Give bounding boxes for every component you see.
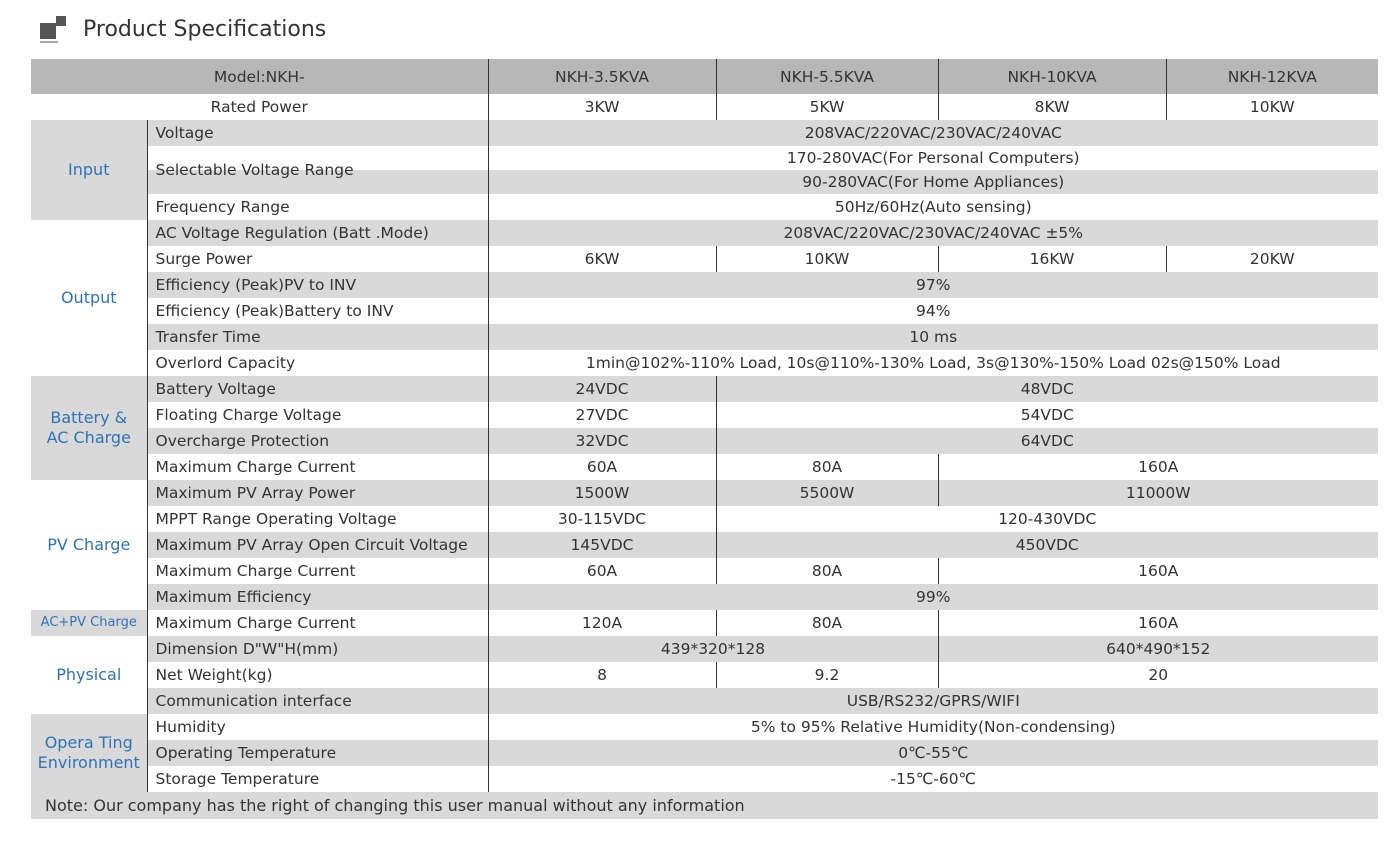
param-value: 11000W [938,480,1378,506]
eff-batt-row [31,298,1378,324]
page-heading [40,14,326,44]
param-value: 80A [716,454,938,480]
pv-max-current-row [31,558,1378,584]
rated-power-value: 8KW [938,94,1166,120]
param-label: Voltage [147,120,488,146]
param-label: Frequency Range [147,194,488,220]
param-value: 5% to 95% Relative Humidity(Non-condensing) [750,718,1116,736]
param-value: 64VDC [716,428,1378,454]
param-value: 640*490*152 [938,636,1378,662]
param-label: Net Weight(kg) [147,662,488,688]
ac-regulation-row [31,220,1378,246]
floating-row [31,402,1378,428]
param-label: Dimension D"W"H(mm) [147,636,488,662]
param-label: MPPT Range Operating Voltage [147,506,488,532]
param-value: 208VAC/220VAC/230VAC/240VAC ±5% [488,220,1378,246]
param-value: 120-430VDC [716,506,1378,532]
param-label: Efficiency (Peak)Battery to INV [147,298,488,324]
category-line: Battery & [50,408,128,427]
eff-pv-row [31,272,1378,298]
param-value: 48VDC [716,376,1378,402]
battery-voltage-row [31,376,1378,402]
param-value: 9.2 [716,662,938,688]
model-col-3: NKH-10KVA [938,59,1166,94]
category-line: AC Charge [46,428,131,447]
param-value: 99% [488,584,1378,610]
category-acpv: AC+PV Charge [31,610,147,636]
param-value: USB/RS232/GPRS/WIFI [488,688,1378,714]
category-output: Output [31,220,147,376]
param-label: Surge Power [147,246,488,272]
param-value: 32VDC [488,428,716,454]
param-value: 20KW [1166,246,1378,272]
rated-power-value: 3KW [584,98,620,116]
page-title: Product Specifications [83,16,327,42]
storage-temp-row [31,766,1378,792]
param-value: 1500W [488,480,716,506]
overload-row [31,350,1378,376]
param-label: Maximum Charge Current [147,610,488,636]
param-value: 160A [938,610,1378,636]
param-value: 24VDC [488,376,716,402]
param-value: 94% [916,302,951,320]
param-label: Overcharge Protection [147,428,488,454]
param-value: 10 ms [488,324,1378,350]
category-input: Input [31,120,147,220]
category-line: Opera Ting [44,733,133,752]
pv-array-power-row [31,480,1378,506]
param-value: 10KW [716,246,938,272]
batt-max-current-row [31,454,1378,480]
selectable-range-row [31,146,1378,170]
param-label: Maximum Charge Current [147,454,488,480]
note-text: Note: Our company has the right of changing this user manual without any information [31,792,1378,819]
weight-row [31,662,1378,688]
spec-table [31,59,1378,819]
param-value: 160A [938,558,1378,584]
rated-power-label: Rated Power [31,94,488,120]
param-value: 97% [488,272,1378,298]
param-value: 439*320*128 [488,636,938,662]
overcharge-row [31,428,1378,454]
mppt-row [31,506,1378,532]
max-efficiency-row [31,584,1378,610]
param-label: Storage Temperature [147,766,488,792]
param-value: 90-280VAC(For Home Appliances) [488,170,1378,194]
param-value: 8 [597,666,607,684]
param-label: AC Voltage Regulation (Batt .Mode) [147,220,488,246]
model-label: Model:NKH- [31,59,488,94]
param-value: 30-115VDC [557,510,647,528]
param-value: 208VAC/220VAC/230VAC/240VAC [488,120,1378,146]
input-voltage-row [31,120,1378,146]
param-label: Floating Charge Voltage [147,402,488,428]
param-label: Maximum PV Array Power [147,480,488,506]
param-label: Efficiency (Peak)PV to INV [147,272,488,298]
param-value: 120A [581,614,623,632]
param-value: 5500W [716,480,938,506]
dimension-row [31,636,1378,662]
param-value: 160A [938,454,1378,480]
op-temp-row [31,740,1378,766]
param-label: Battery Voltage [147,376,488,402]
open-circuit-row [31,532,1378,558]
param-value: 170-280VAC(For Personal Computers) [786,149,1080,167]
param-label: Maximum PV Array Open Circuit Voltage [147,532,488,558]
param-value: 50Hz/60Hz(Auto sensing) [834,198,1032,216]
param-label: Humidity [147,714,488,740]
category-pv: PV Charge [31,480,147,610]
param-value: 60A [586,562,618,580]
param-value: 27VDC [575,406,629,424]
param-label: Selectable Voltage Range [147,146,488,194]
param-value: 16KW [938,246,1166,272]
param-label: Maximum Charge Current [147,558,488,584]
model-col-1: NKH-3.5KVA [488,59,716,94]
param-value: 20 [938,662,1378,688]
frequency-row [31,194,1378,220]
param-value: 450VDC [716,532,1378,558]
product-spec-icon [40,15,68,43]
param-value: -15℃-60℃ [890,770,976,788]
transfer-row [31,324,1378,350]
acpv-max-current-row [31,610,1378,636]
param-value: 0℃-55℃ [488,740,1378,766]
param-label: Overlord Capacity [147,350,488,376]
comm-row [31,688,1378,714]
humidity-row [31,714,1378,740]
model-col-4: NKH-12KVA [1166,59,1378,94]
param-value: 145VDC [488,532,716,558]
category-environment [31,714,147,792]
param-label: Maximum Efficiency [147,584,488,610]
model-header-row [31,59,1378,94]
param-value: 80A [716,558,938,584]
param-label: Operating Temperature [147,740,488,766]
category-battery [31,376,147,480]
surge-power-row [31,246,1378,272]
param-value: 60A [586,458,618,476]
param-value: 1min@102%-110% Load, 10s@110%-130% Load, 3s@130%-150% Load 02s@150% Load [585,354,1281,372]
param-label: Transfer Time [147,324,488,350]
category-line: Environment [37,753,140,772]
note-row [31,792,1378,819]
param-value: 80A [716,610,938,636]
rated-power-value: 10KW [1166,94,1378,120]
param-value: 6KW [584,250,620,268]
model-col-2: NKH-5.5KVA [716,59,938,94]
category-physical: Physical [31,636,147,714]
rated-power-value: 5KW [716,94,938,120]
rated-power-row [31,94,1378,120]
param-value: 54VDC [716,402,1378,428]
param-label: Communication interface [147,688,488,714]
